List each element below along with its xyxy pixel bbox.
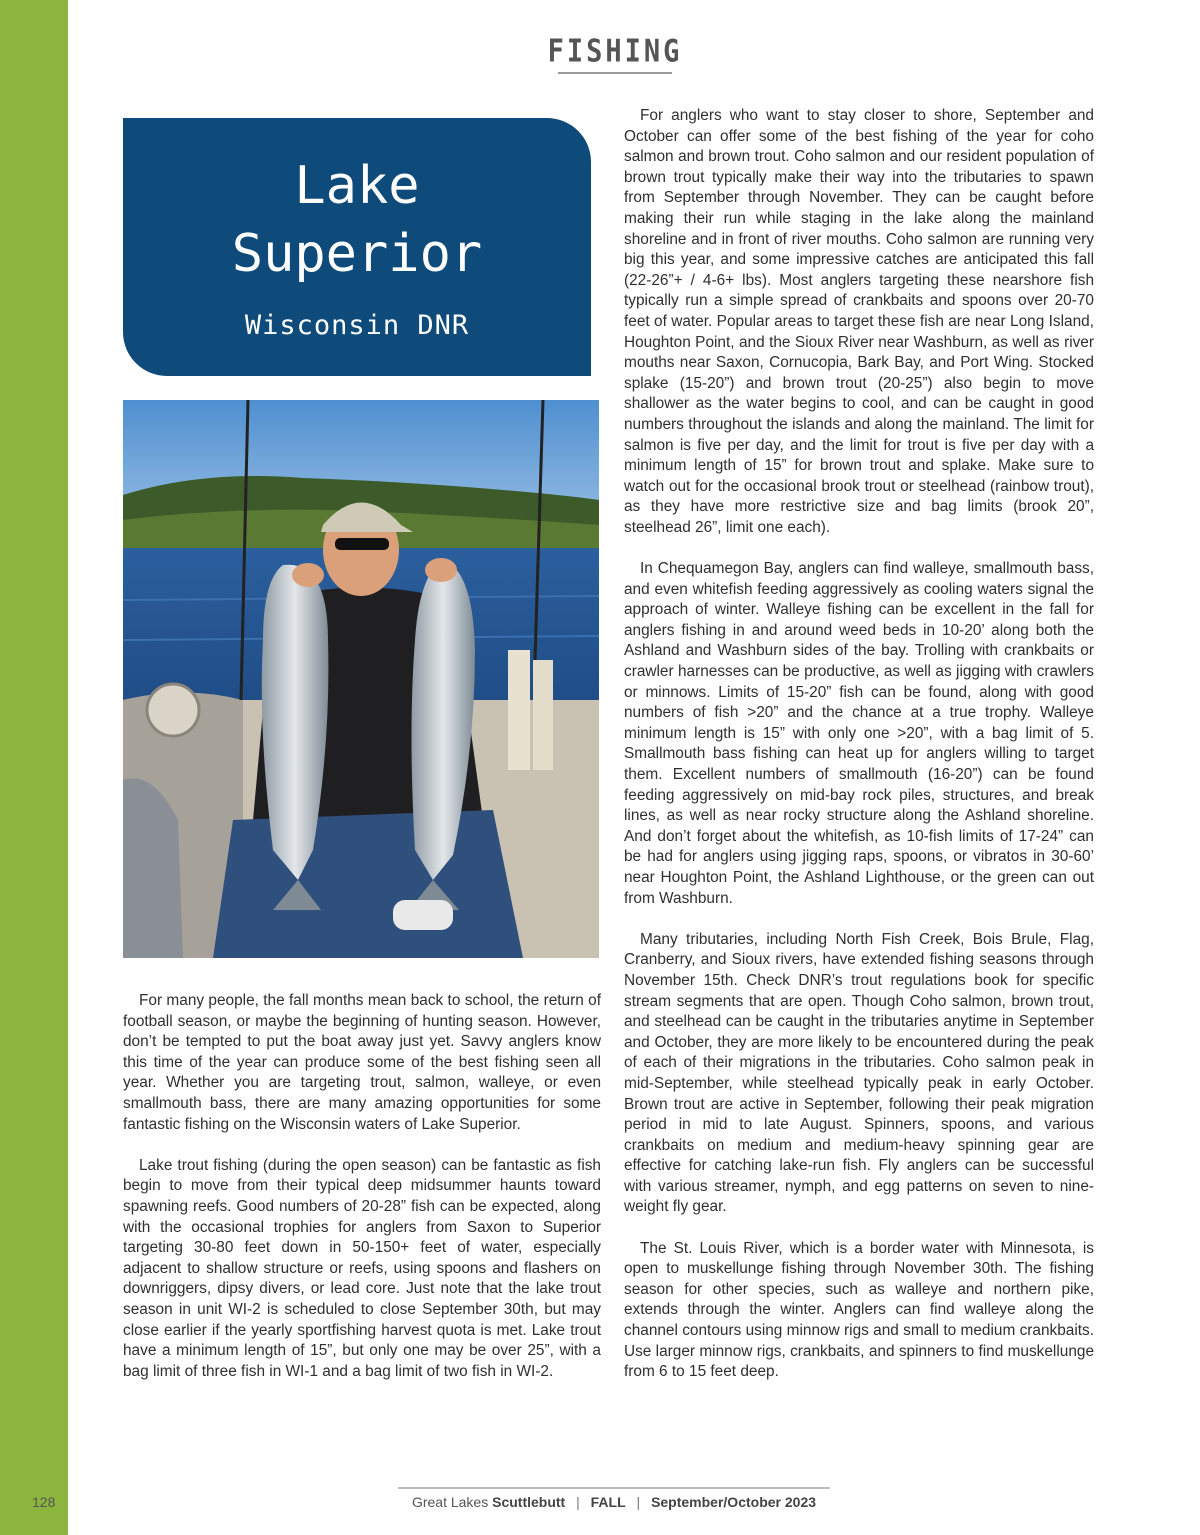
title-line-2: Superior xyxy=(231,224,483,284)
rod-holder xyxy=(508,650,530,770)
section-underline xyxy=(558,72,672,74)
right-hand xyxy=(425,558,457,582)
paragraph: The St. Louis River, which is a border water with Minnesota, is open to muskellunge fishing through November 30th. The fishing season for other species, such as walleye and northern pike, extends through the winter. Anglers can find walleye along the channel contours using minnow rigs and small to medium crankbaits. Use larger minnow rigs, crankbaits, and spinners to find muskellunge from 6 to 15 feet deep. xyxy=(624,1239,1094,1381)
footer-separator: | xyxy=(636,1494,641,1510)
title-box xyxy=(123,118,591,376)
footer-rule xyxy=(398,1487,830,1489)
right-column xyxy=(624,106,1094,1403)
page-side-bar xyxy=(0,0,68,1535)
footer-season: FALL xyxy=(590,1494,626,1510)
paragraph: Many tributaries, including North Fish Creek, Bois Brule, Flag, Cranberry, and Sioux rivers, have extended fishing seasons through November 15th. Check DNR’s trout regulations book for specific stream segments that are open. Though Coho salmon, brown trout, and steelhead can be caught in the tributaries anytime in September and October, they are more likely to be encountered during the peak of each of their migrations in the tributaries. Coho salmon peak in mid-September, while steelhead typically peak in early October. Brown trout are active in September, following their peak migration period in mid to late August. Spinners, spoons, and various crankbaits on medium and medium-heavy spinning gear are effective for catching lake-run fish. Fly anglers can be successful with various streamer, nymph, and egg patterns on seven to nine-weight fly gear. xyxy=(624,930,1094,1216)
left-hand xyxy=(292,563,324,587)
paragraph: For many people, the fall months mean back to school, the return of football season, or maybe the beginning of hunting season. However, don’t be tempted to put the boat away just yet. Savvy anglers know this time of the year can produce some of the best fishing seen all year. Whether you are targeting trout, salmon, walleye, or even smallmouth bass, there are many amazing opportunities for some fantastic fishing on the Wisconsin waters of Lake Superior. xyxy=(123,992,601,1133)
angler-legs xyxy=(213,810,523,958)
magazine-prefix: Great Lakes xyxy=(411,1494,489,1510)
title-line-1: Lake xyxy=(294,156,420,216)
reel xyxy=(147,684,199,736)
article-title xyxy=(123,152,591,288)
paragraph: In Chequamegon Bay, anglers can find walleye, smallmouth bass, and even whitefish feeding aggressively as cooling waters signal the approach of winter. Walleye fishing can be excellent in the fall for anglers fishing in and around weed beds in 10-20’ along both the Ashland and Washburn sides of the bay. Trolling with crankbaits or crawler harnesses can be productive, as well as jigging with crawlers or minnows. Limits of 15-20” fish can be found, along with good numbers of fish >20” and the chance at a true trophy. Walleye minimum length is 15” with only one >20”, with a bag limit of 5. Smallmouth bass fishing can heat up for anglers willing to target them. Excellent numbers of smallmouth (16-20”) can be found feeding aggressively on mid-bay rock piles, structures, and break lines, as well as near rocky structure along the Ashland shoreline. And don’t forget about the whitefish, as 10-fish limits of 17-24” can be had for anglers using jigging raps, spoons, or vibratos in 30-60’ near Houghton Point, the Ashland Lighthouse, or the green can out from Washburn. xyxy=(624,560,1094,907)
article-photo xyxy=(123,400,599,958)
left-column xyxy=(123,991,601,1403)
article-byline: Wisconsin DNR xyxy=(244,310,470,341)
paragraph: Lake trout fishing (during the open season) can be fantastic as fish begin to move from their typical deep midsummer haunts toward spawning reefs. Good numbers of 20-28” fish can be expected, along with the occasional trophies for anglers from Saxon to Superior targeting 30-80 feet down in 50-150+ feet of water, especially adjacent to shallow structure or reefs, using spoons and flashers on downriggers, dipsy divers, or lead core. Just note that the lake trout season in unit WI-2 is scheduled to close September 30th, but may close earlier if the yearly sportfishing harvest quota is met. Lake trout have a minimum length of 15”, but only one may be over 25”, with a bag limit of three fish in WI-1 and a bag limit of two fish in WI-2. xyxy=(123,1156,601,1380)
footer-separator: | xyxy=(576,1494,580,1510)
page-number: 128 xyxy=(32,1494,56,1510)
footer xyxy=(398,1494,830,1510)
shoe xyxy=(393,900,453,930)
footer-issue: September/October 2023 xyxy=(651,1494,817,1510)
sunglasses xyxy=(335,538,389,550)
paragraph: For anglers who want to stay closer to shore, September and October can offer some of the best fishing of the year for coho salmon and brown trout. Coho salmon and our resident population of brown trout typically make their way into the tributaries to spawn from September through November. They can be caught before making their run while staging in the lake along the mainland shoreline and in front of river mouths. Coho salmon are running very big this year, and some impressive catches are anticipated this fall (22-26”+ / 4-6+ lbs). Most anglers targeting these nearshore fish typically run a simple spread of crankbaits and spoons over 20-70 feet of water. Popular areas to target these fish are near Long Island, Houghton Point, and the Sioux River near Washburn, as well as river mouths near Saxon, Cornucopia, Bark Bay, and Port Wing. Stocked splake (15-20”) and brown trout (20-25”) also begin to move shallower as the water begins to cool, and can be caught in good numbers throughout the islands and along the mainland. The limit for salmon is five per day, and the limit for trout is five per day with a minimum length of 15” for brown trout and splake. Make sure to watch out for the occasional brook trout or steelhead (rainbow trout), as they have more restrictive size and bag limits (brook 20”, steelhead 26”, limit one each). xyxy=(624,107,1094,536)
magazine-name: Scuttlebutt xyxy=(492,1494,566,1510)
section-label: FISHING xyxy=(547,33,683,70)
